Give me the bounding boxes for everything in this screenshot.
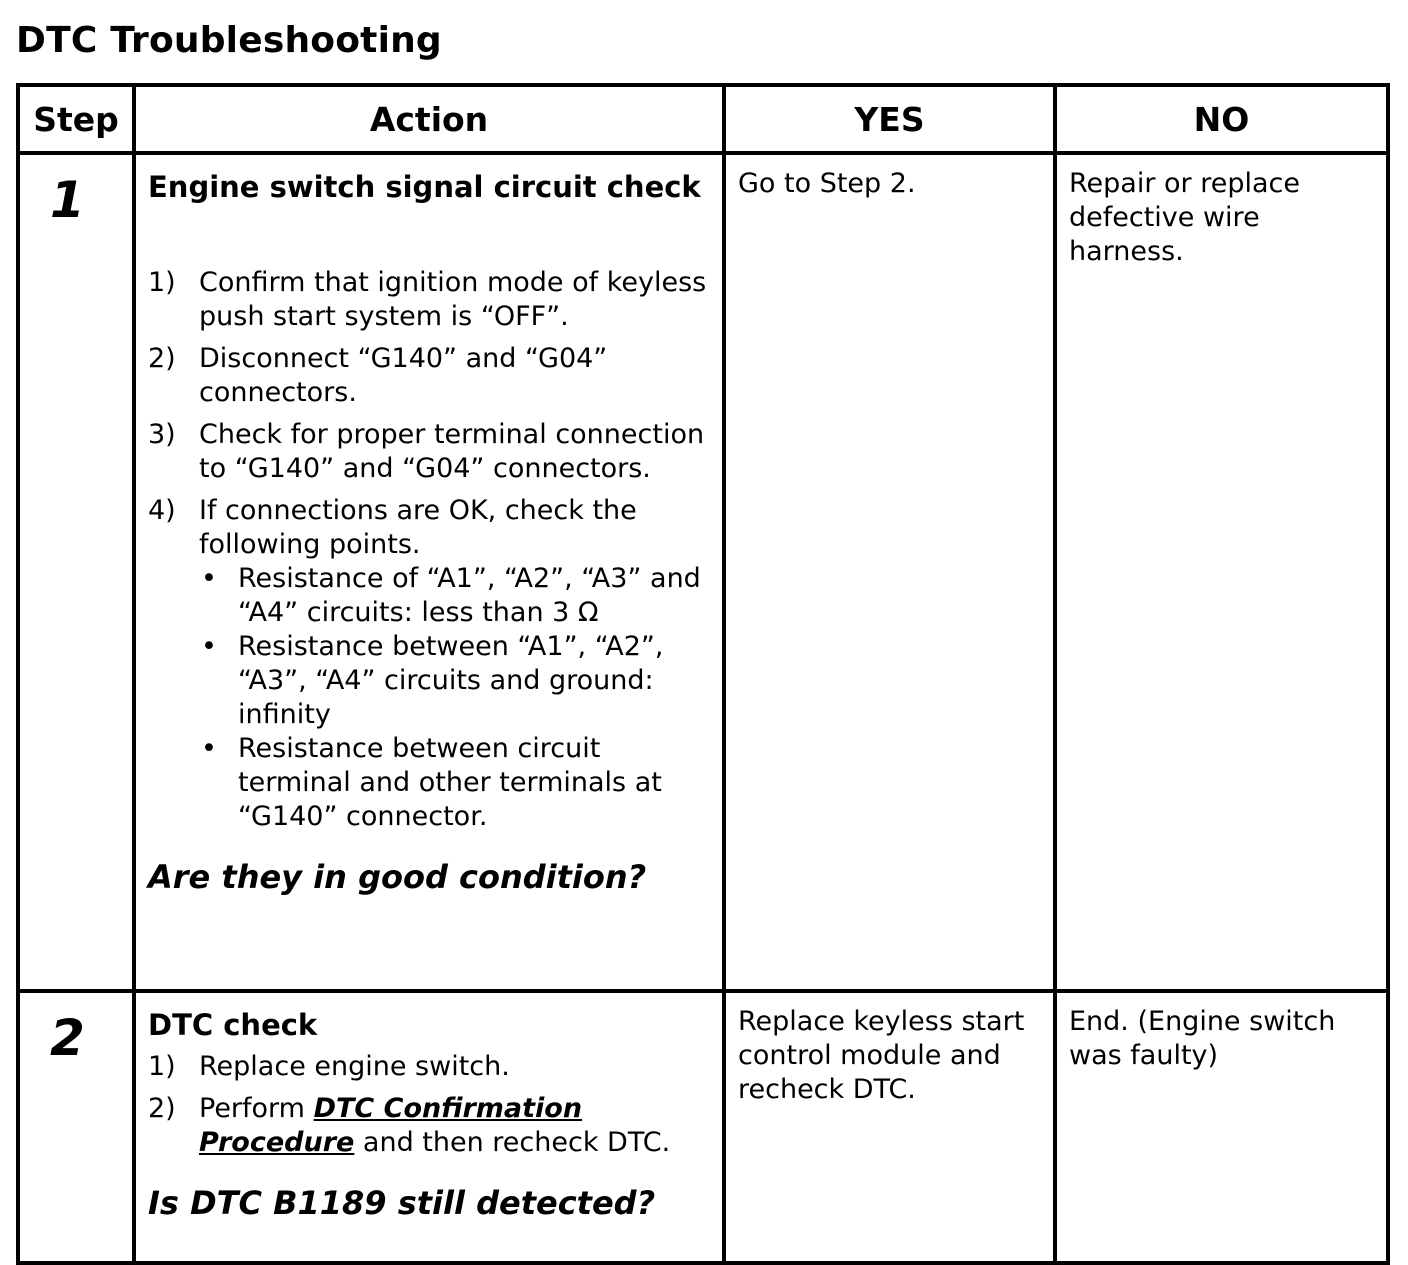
item-number: 2) [148, 343, 176, 374]
header-no: NO [1055, 85, 1388, 153]
action-cell [134, 153, 724, 991]
item-text: Replace engine switch. [199, 1051, 510, 1082]
item-number: 2) [148, 1093, 176, 1124]
check-point-text: Resistance between circuit terminal and other terminals at “G140” connector. [238, 733, 662, 832]
item-number: 1) [148, 1051, 176, 1082]
no-cell: Repair or replace defective wire harness. [1055, 153, 1388, 991]
table-row-step-1 [18, 153, 1388, 991]
check-point [199, 630, 712, 732]
procedure-item [148, 342, 712, 410]
header-action: Action [134, 85, 724, 153]
item-text: Disconnect “G140” and “G04” connectors. [199, 343, 608, 408]
check-point [199, 732, 712, 834]
dtc-confirmation-procedure-link[interactable]: DTC Confirmation Procedure [199, 1093, 583, 1158]
item-text-prefix: Perform [199, 1093, 314, 1124]
procedure-list [148, 1050, 712, 1160]
action-title: Engine switch signal circuit check [148, 170, 701, 204]
header-yes: YES [724, 85, 1055, 153]
procedure-item [148, 1092, 712, 1160]
question-text: Are they in good condition? [148, 858, 647, 896]
item-number: 4) [148, 495, 176, 526]
bullet-icon: • [201, 631, 217, 662]
item-number: 1) [148, 267, 176, 298]
procedure-item [148, 494, 712, 834]
bullet-icon: • [201, 563, 217, 594]
item-text: Check for proper terminal connection to “G140” and “G04” connectors. [199, 419, 705, 484]
yes-cell: Go to Step 2. [724, 153, 1055, 991]
check-point-text: Resistance between “A1”, “A2”, “A3”, “A4” circuits and ground: infinity [238, 631, 664, 730]
procedure-item [148, 418, 712, 486]
check-point-text: Resistance of “A1”, “A2”, “A3” and “A4” circuits: less than 3 Ω [238, 563, 701, 628]
check-points-list [199, 562, 712, 834]
item-number: 3) [148, 419, 176, 450]
item-text-suffix: and then recheck DTC. [354, 1127, 671, 1158]
check-point [199, 562, 712, 630]
bullet-icon: • [201, 733, 217, 764]
table-row-step-2 [18, 991, 1388, 1263]
item-text: If connections are OK, check the following points. [199, 495, 637, 560]
troubleshooting-table [16, 83, 1390, 1265]
procedure-item [148, 1050, 712, 1084]
procedure-item [148, 266, 712, 334]
question-text: Is DTC B1189 still detected? [148, 1184, 656, 1222]
yes-cell: Replace keyless start control module and recheck DTC. [724, 991, 1055, 1263]
header-step: Step [18, 85, 134, 153]
step-number: 2 [18, 991, 134, 1263]
page-title: DTC Troubleshooting [16, 20, 442, 61]
step-number: 1 [18, 153, 134, 991]
item-text: Confirm that ignition mode of keyless push start system is “OFF”. [199, 267, 707, 332]
action-title: DTC check [148, 1008, 318, 1042]
procedure-list [148, 266, 712, 834]
action-cell [134, 991, 724, 1263]
header-row [18, 85, 1388, 153]
no-cell: End. (Engine switch was faulty) [1055, 991, 1388, 1263]
